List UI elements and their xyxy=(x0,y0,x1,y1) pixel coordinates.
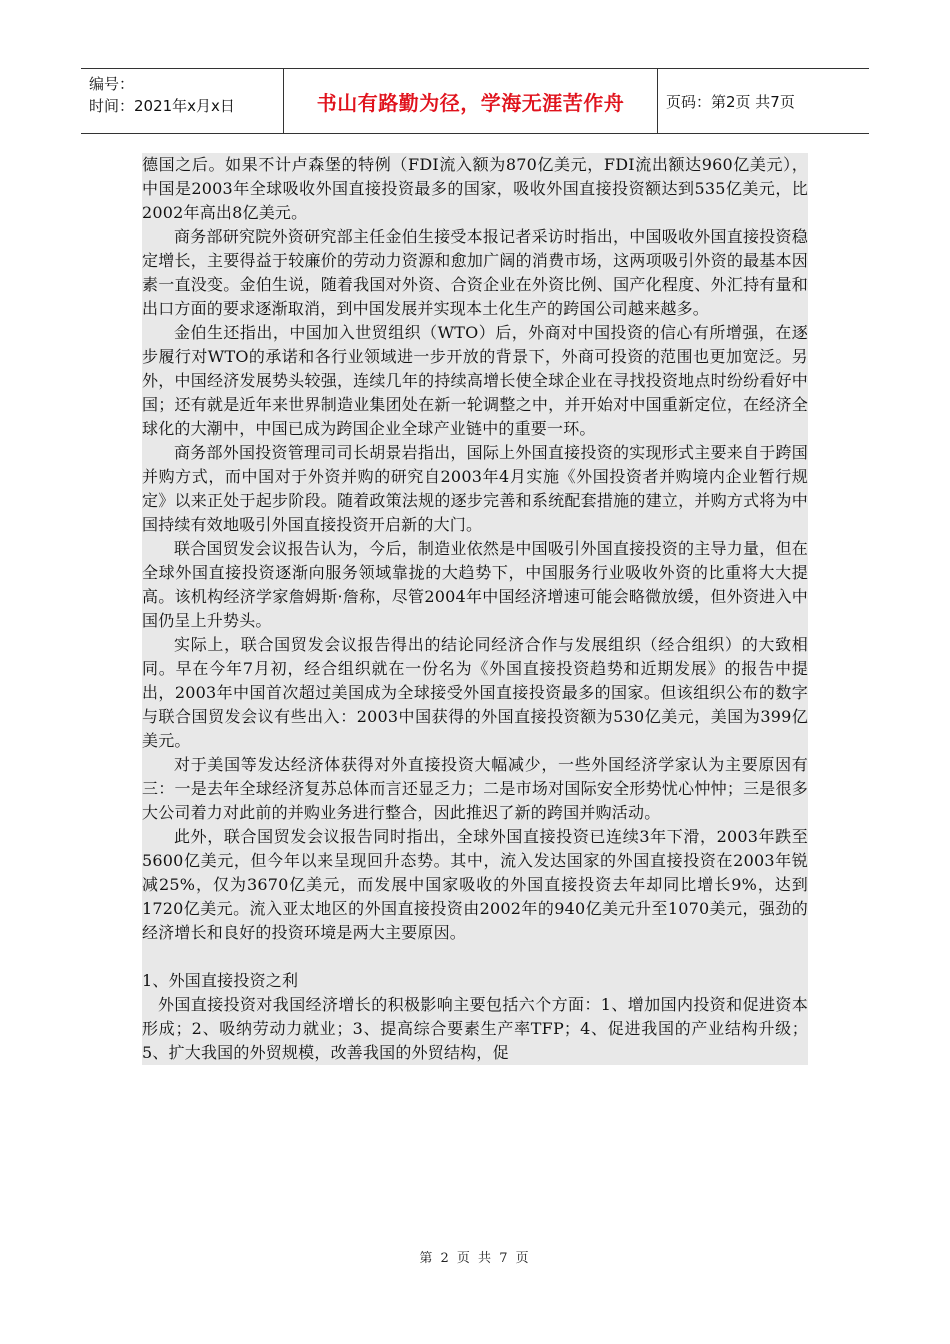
page-footer: 第 2 页 共 7 页 xyxy=(419,1251,531,1266)
paragraph-1: 德国之后。如果不计卢森堡的特例（FDI流入额为870亿美元，FDI流出额达960亿美元），中国是2003年全球吸收外国直接投资最多的国家，吸收外国直接投资额达到535亿美元，比2002年高出8亿美元。 xyxy=(142,155,808,222)
header-meta xyxy=(81,69,284,133)
paragraph-7: 对于美国等发达经济体获得对外直接投资大幅减少，一些外国经济学家认为主要原因有三：一是去年全球经济复苏总体而言还显乏力；二是市场对国际安全形势忧心忡忡；三是很多大公司着力对此前的并购业务进行整合，因此推迟了新的跨国并购活动。 xyxy=(142,755,808,822)
page-header xyxy=(81,68,869,134)
document-time-label: 时间：2021年x月x日 xyxy=(89,97,235,115)
document-number-label: 编号： xyxy=(89,75,135,93)
paragraph-6: 实际上，联合国贸发会议报告得出的结论同经济合作与发展组织（经合组织）的大致相同。早在今年7月初，经合组织就在一份名为《外国直接投资趋势和近期发展》的报告中提出，2003年中国首次超过美国成为全球接受外国直接投资最多的国家。但该组织公布的数字与联合国贸发会议有些出入：2003中国获得的外国直接投资额为530亿美元，美国为399亿美元。 xyxy=(142,635,808,750)
header-page-number: 页码：第2页 共7页 xyxy=(666,92,795,111)
header-slogan: 书山有路勤为径，学海无涯苦作舟 xyxy=(284,69,658,133)
section-paragraph: 外国直接投资对我国经济增长的积极影响主要包括六个方面：1、增加国内投资和促进资本形成；2、吸纳劳动力就业；3、提高综合要素生产率TFP；4、促进我国的产业结构升级；5、扩大我国的外贸规模，改善我国的外贸结构，促 xyxy=(142,995,808,1062)
paragraph-4: 商务部外国投资管理司司长胡景岩指出，国际上外国直接投资的实现形式主要来自于跨国并购方式，而中国对于外资并购的研究自2003年4月实施《外国投资者并购境内企业暂行规定》以来正处于起步阶段。随着政策法规的逐步完善和系统配套措施的建立，并购方式将为中国持续有效地吸引外国直接投资开启新的大门。 xyxy=(142,443,808,534)
document-body xyxy=(142,153,808,1065)
paragraph-2: 商务部研究院外资研究部主任金伯生接受本报记者采访时指出，中国吸收外国直接投资稳定增长，主要得益于较廉价的劳动力资源和愈加广阔的消费市场，这两项吸引外资的最基本因素一直没变。金伯生说，随着我国对外资、合资企业在外资比例、国产化程度、外汇持有量和出口方面的要求逐渐取消，到中国发展并实现本土化生产的跨国公司越来越多。 xyxy=(142,227,808,318)
paragraph-8: 此外，联合国贸发会议报告同时指出，全球外国直接投资已连续3年下滑，2003年跌至5600亿美元，但今年以来呈现回升态势。其中，流入发达国家的外国直接投资在2003年锐减25%，仅为3670亿美元，而发展中国家吸收的外国直接投资去年却同比增长9%，达到1720亿美元。流入亚太地区的外国直接投资由2002年的940亿美元升至1070美元，强劲的经济增长和良好的投资环境是两大主要原因。 xyxy=(142,827,808,942)
blank-line xyxy=(142,945,808,969)
paragraph-3: 金伯生还指出，中国加入世贸组织（WTO）后，外商对中国投资的信心有所增强，在逐步履行对WTO的承诺和各行业领域进一步开放的背景下，外商可投资的范围也更加宽泛。另外，中国经济发展势头较强，连续几年的持续高增长使全球企业在寻找投资地点时纷纷看好中国；还有就是近年来世界制造业集团处在新一轮调整之中，并开始对中国重新定位，在经济全球化的大潮中，中国已成为跨国企业全球产业链中的重要一环。 xyxy=(142,323,808,438)
section-heading: 1、外国直接投资之利 xyxy=(142,971,299,990)
paragraph-5: 联合国贸发会议报告认为，今后，制造业依然是中国吸引外国直接投资的主导力量，但在全球外国直接投资逐渐向服务领域靠拢的大趋势下，中国服务行业吸收外资的比重将大大提高。该机构经济学家詹姆斯·詹称，尽管2004年中国经济增速可能会略微放缓，但外资进入中国仍呈上升势头。 xyxy=(142,539,808,630)
